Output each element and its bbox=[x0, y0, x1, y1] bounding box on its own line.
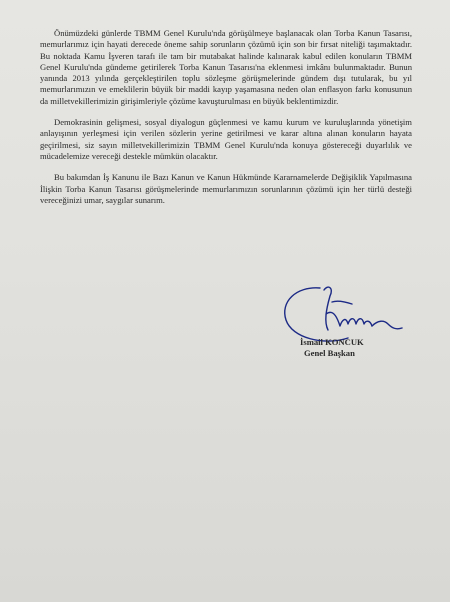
paragraph-1: Önümüzdeki günlerde TBMM Genel Kurulu'nda görüşülmeye başlanacak olan Torba Kanun Tasarısı, memurlarımız için hayati derecede öneme sahip sorunların çözümü için son bir fırsat niteliği taşımaktadır. Bu noktada Kamu İşveren tarafı ile tam bir mutabakat halinde kalınarak kabul edilen konuların TBMM Genel Kurulu'nda gündeme getirilerek Torba Kanun Tasarısı'na eklenmesi imkânı bulunmaktadır. Bunun yanında 2013 yılında gerçekleştirilen toplu sözleşme görüşmelerinde gündem dışı tutularak, bu yıl memurlarımızın ve emeklilerin büyük bir maddi kayıp yaşamasına neden olan enflasyon farkı konusunun da milletvekillerimizin girişimleriyle çözüme kavuşturulması en büyük beklentimizdir. bbox=[40, 28, 412, 106]
letter-body bbox=[40, 28, 412, 216]
signatory-name: İsmail KONCUK bbox=[300, 337, 364, 347]
signature-block bbox=[300, 337, 364, 359]
paragraph-2: Demokrasinin gelişmesi, sosyal diyalogun güçlenmesi ve kamu kurum ve kuruluşlarında yönetişim anlayışının yerleşmesi için verilen sözlerin yerine getirilmesi ve karar altına alınan konuların hayata geçirilmesi, siz sayın milletvekillerimizin TBMM Genel Kurulu'nda konuya göstereceği duyarlılık ve mücadelemize vereceği destekle mümkün olacaktır. bbox=[40, 117, 412, 161]
signatory-title: Genel Başkan bbox=[304, 348, 355, 358]
paragraph-3: Bu bakımdan İş Kanunu ile Bazı Kanun ve Kanun Hükmünde Kararnamelerde Değişiklik Yapılmasına İlişkin Torba Kanun Tasarısı görüşmelerinde memurlarımızın sorunlarının çözümü için her türlü desteği vereceğinizi umar, saygılar sunarım. bbox=[40, 172, 412, 205]
